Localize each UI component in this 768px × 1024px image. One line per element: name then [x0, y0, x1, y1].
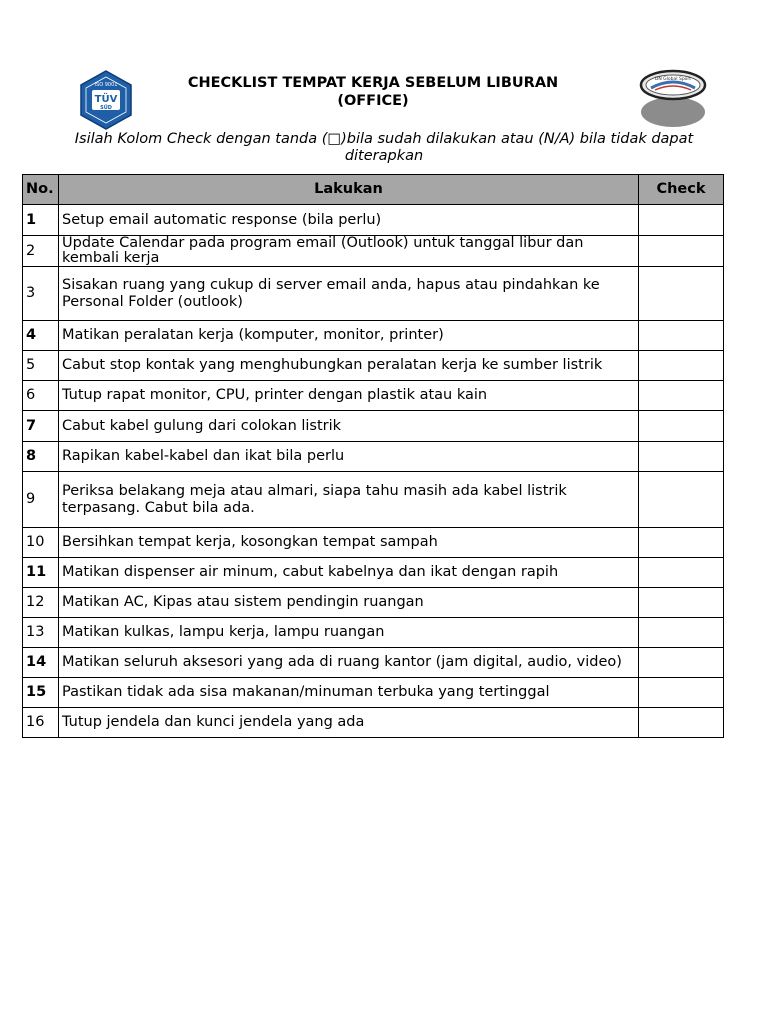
check-cell[interactable]	[639, 472, 724, 528]
row-number: 5	[23, 351, 59, 381]
check-cell[interactable]	[639, 236, 724, 267]
row-number: 3	[23, 267, 59, 321]
table-row	[23, 708, 724, 738]
row-number: 14	[23, 648, 59, 678]
table-row	[23, 678, 724, 708]
check-cell[interactable]	[639, 558, 724, 588]
logo-left-main-text: TÜV	[94, 94, 118, 105]
row-task: Pastikan tidak ada sisa makanan/minuman terbuka yang tertinggal	[59, 678, 639, 708]
check-cell[interactable]	[639, 618, 724, 648]
column-header-task: Lakukan	[59, 175, 639, 205]
check-cell[interactable]	[639, 678, 724, 708]
row-number: 1	[23, 205, 59, 236]
row-task: Sisakan ruang yang cukup di server email anda, hapus atau pindahkan ke Personal Folder (outlook)	[59, 267, 639, 321]
tuv-sud-logo	[76, 70, 136, 130]
table-row	[23, 442, 724, 472]
logo-left-sub-text: SÜD	[100, 105, 112, 111]
check-cell[interactable]	[639, 351, 724, 381]
row-task: Cabut stop kontak yang menghubungkan peralatan kerja ke sumber listrik	[59, 351, 639, 381]
document-title	[150, 74, 596, 110]
check-cell[interactable]	[639, 442, 724, 472]
row-task: Tutup rapat monitor, CPU, printer dengan plastik atau kain	[59, 381, 639, 411]
check-cell[interactable]	[639, 205, 724, 236]
table-row	[23, 588, 724, 618]
logo-right-text: DN Global Sport	[654, 77, 692, 82]
row-number: 13	[23, 618, 59, 648]
row-task: Bersihkan tempat kerja, kosongkan tempat sampah	[59, 528, 639, 558]
row-number: 8	[23, 442, 59, 472]
table-header-row	[23, 175, 724, 205]
check-cell[interactable]	[639, 528, 724, 558]
table-row	[23, 618, 724, 648]
row-task: Matikan dispenser air minum, cabut kabelnya dan ikat dengan rapih	[59, 558, 639, 588]
table-row	[23, 321, 724, 351]
logo-left-top-text: ISO 9001	[94, 82, 118, 88]
row-task: Matikan kulkas, lampu kerja, lampu ruangan	[59, 618, 639, 648]
table-row	[23, 205, 724, 236]
row-number: 10	[23, 528, 59, 558]
column-header-check: Check	[639, 175, 724, 205]
column-header-no: No.	[23, 175, 59, 205]
checklist-table	[22, 174, 724, 738]
row-task: Rapikan kabel-kabel dan ikat bila perlu	[59, 442, 639, 472]
check-cell[interactable]	[639, 381, 724, 411]
table-row	[23, 558, 724, 588]
table-row	[23, 472, 724, 528]
row-number: 11	[23, 558, 59, 588]
table-row	[23, 381, 724, 411]
check-cell[interactable]	[639, 708, 724, 738]
row-number: 7	[23, 411, 59, 442]
title-line-2: (OFFICE)	[337, 93, 409, 109]
table-row	[23, 411, 724, 442]
row-task: Matikan seluruh aksesori yang ada di ruang kantor (jam digital, audio, video)	[59, 648, 639, 678]
check-cell[interactable]	[639, 411, 724, 442]
instruction-text: Isilah Kolom Check dengan tanda (□)bila sudah dilakukan atau (N/A) bila tidak dapat diterapkan	[74, 131, 694, 164]
table-row	[23, 648, 724, 678]
table-row	[23, 236, 724, 267]
row-task: Setup email automatic response (bila perlu)	[59, 205, 639, 236]
row-task: Matikan peralatan kerja (komputer, monitor, printer)	[59, 321, 639, 351]
check-cell[interactable]	[639, 267, 724, 321]
check-cell[interactable]	[639, 648, 724, 678]
title-line-1: CHECKLIST TEMPAT KERJA SEBELUM LIBURAN	[187, 75, 559, 91]
row-task: Periksa belakang meja atau almari, siapa tahu masih ada kabel listrik terpasang. Cabut bila ada.	[59, 472, 639, 528]
row-task: Cabut kabel gulung dari colokan listrik	[59, 411, 639, 442]
row-task: Update Calendar pada program email (Outlook) untuk tanggal libur dan kembali kerja	[59, 236, 639, 267]
row-number: 4	[23, 321, 59, 351]
row-number: 12	[23, 588, 59, 618]
row-number: 2	[23, 236, 59, 267]
company-logo	[637, 68, 709, 130]
row-task: Tutup jendela dan kunci jendela yang ada	[59, 708, 639, 738]
check-cell[interactable]	[639, 321, 724, 351]
row-number: 16	[23, 708, 59, 738]
table-row	[23, 351, 724, 381]
row-number: 9	[23, 472, 59, 528]
table-row	[23, 528, 724, 558]
table-row	[23, 267, 724, 321]
row-number: 15	[23, 678, 59, 708]
row-number: 6	[23, 381, 59, 411]
check-cell[interactable]	[639, 588, 724, 618]
row-task: Matikan AC, Kipas atau sistem pendingin ruangan	[59, 588, 639, 618]
